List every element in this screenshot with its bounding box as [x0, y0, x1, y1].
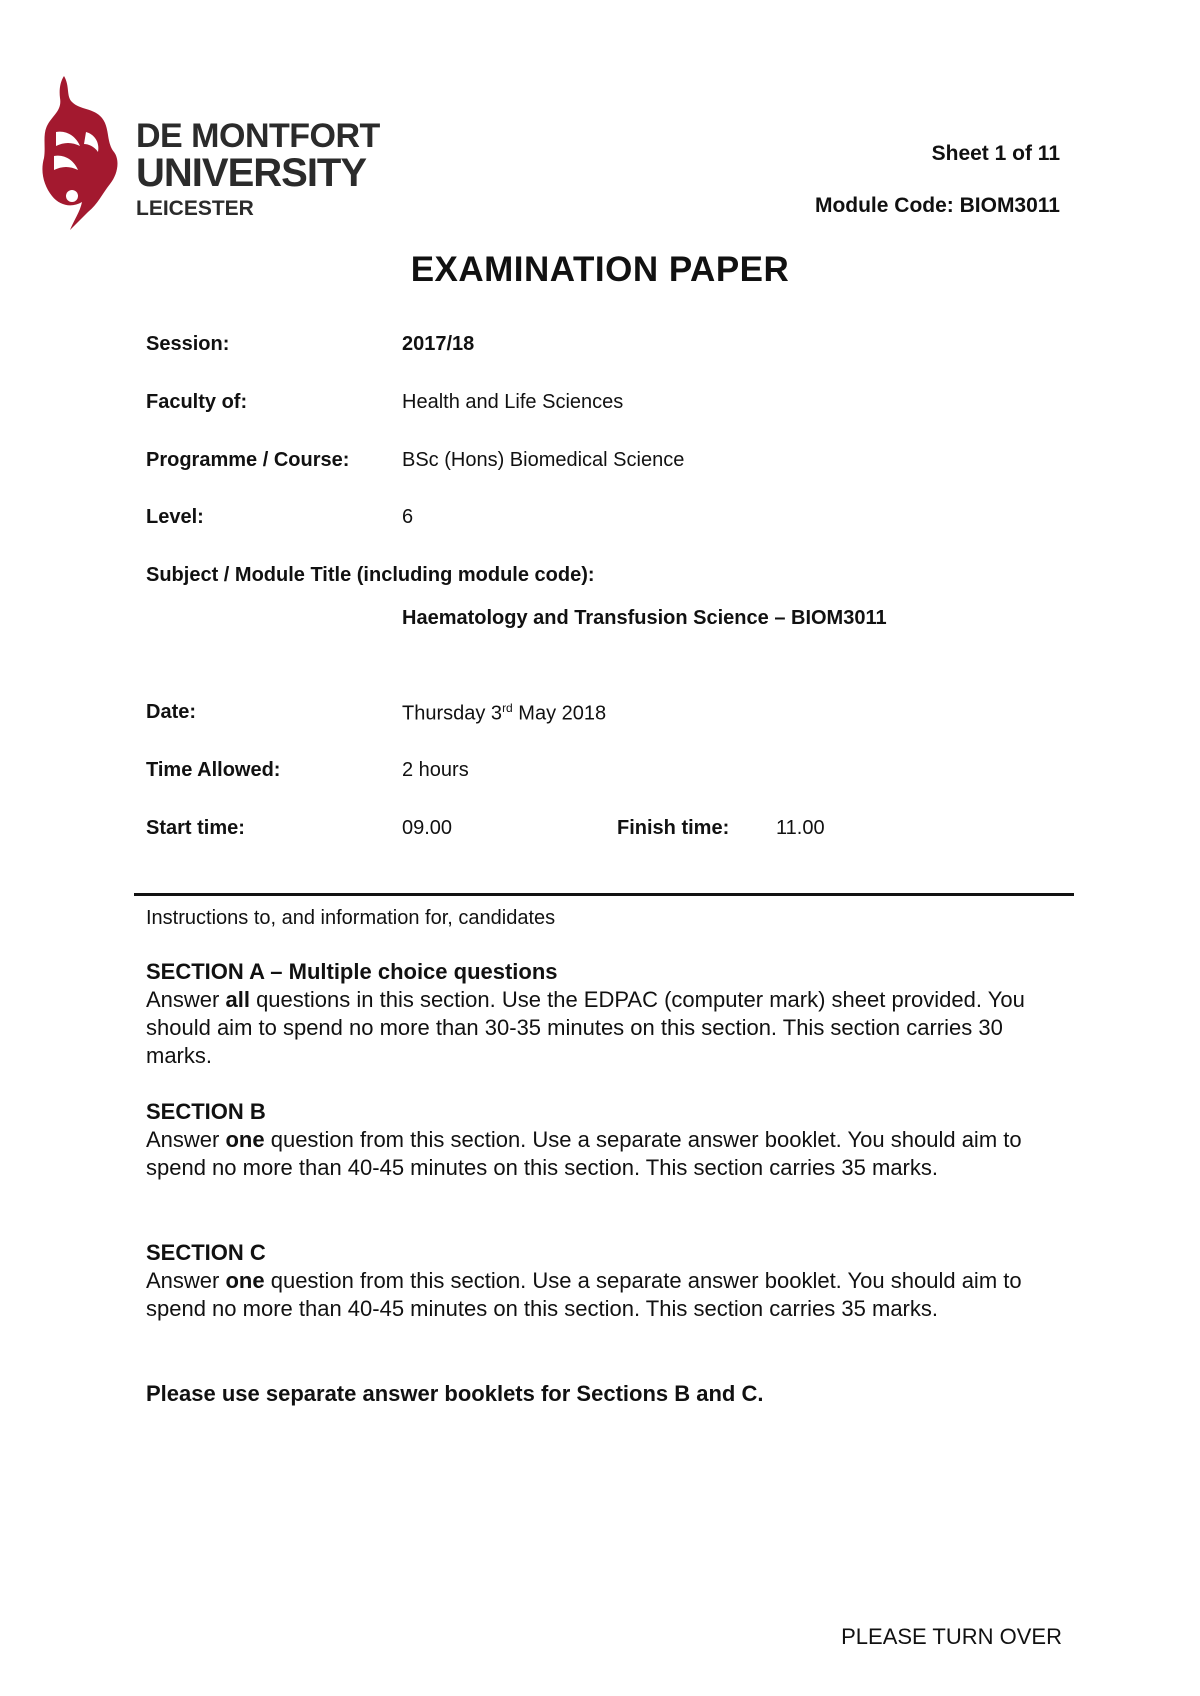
programme-label: Programme / Course: — [146, 449, 350, 471]
section-a-title: SECTION A – Multiple choice questions — [146, 959, 558, 984]
programme-value: BSc (Hons) Biomedical Science — [402, 449, 685, 471]
logo-line-3: LEICESTER — [136, 197, 254, 220]
faculty-label: Faculty of: — [146, 391, 248, 413]
section-b — [146, 1098, 1066, 1182]
module-code: Module Code: BIOM3011 — [814, 194, 1060, 217]
section-a — [146, 958, 1066, 1070]
section-b-text-pre: Answer — [146, 1127, 226, 1152]
university-logo — [36, 72, 396, 232]
section-a-text-pre: Answer — [146, 987, 226, 1012]
date-value-day: Thursday 3 — [402, 702, 503, 725]
section-c-text-pre: Answer — [146, 1268, 226, 1293]
page-title: EXAMINATION PAPER — [410, 250, 790, 289]
section-a-text — [146, 986, 1066, 1070]
subject-value: Haematology and Transfusion Science – BIOM3011 — [402, 607, 887, 629]
date-label: Date: — [146, 701, 197, 723]
date-value — [402, 701, 606, 726]
final-note: Please use separate answer booklets for Sections B and C. — [146, 1381, 764, 1406]
logo-line-2: UNIVERSITY — [136, 151, 367, 195]
start-time-label: Start time: — [146, 817, 245, 839]
date-value-ordinal: rd — [502, 701, 513, 715]
time-allowed-value: 2 hours — [402, 759, 469, 781]
start-time-value: 09.00 — [402, 817, 453, 839]
date-value-month-year: May 2018 — [512, 702, 607, 725]
section-b-text-post: question from this section. Use a separate answer booklet. You should aim to spend no more than 40-45 minutes on this section. This section carries 35 marks. — [146, 1127, 1022, 1180]
section-a-text-post: questions in this section. Use the EDPAC (computer mark) sheet provided. You should aim to spend no more than 30-35 minutes on this section. This section carries 30 marks. — [146, 987, 1025, 1068]
please-turn-over: PLEASE TURN OVER — [841, 1624, 1062, 1649]
section-c-text — [146, 1267, 1066, 1323]
logo-line-1: DE MONTFORT — [136, 117, 380, 155]
sheet-number: Sheet 1 of 11 — [931, 142, 1060, 165]
section-c — [146, 1239, 1066, 1323]
finish-time-label: Finish time: — [617, 817, 730, 839]
session-value: 2017/18 — [402, 333, 475, 355]
griffin-crest-icon — [36, 72, 136, 232]
section-c-title: SECTION C — [146, 1240, 266, 1265]
time-allowed-label: Time Allowed: — [146, 759, 281, 781]
faculty-value: Health and Life Sciences — [402, 391, 624, 413]
section-b-text — [146, 1126, 1066, 1182]
divider-rule — [134, 893, 1074, 896]
section-c-text-post: question from this section. Use a separate answer booklet. You should aim to spend no more than 40-45 minutes on this section. This section carries 35 marks. — [146, 1268, 1022, 1321]
level-label: Level: — [146, 506, 204, 528]
section-b-text-emph: one — [225, 1127, 265, 1152]
subject-label: Subject / Module Title (including module code): — [146, 564, 595, 586]
section-b-title: SECTION B — [146, 1099, 266, 1124]
instructions-heading: Instructions to, and information for, candidates — [146, 907, 556, 929]
section-a-text-emph: all — [225, 987, 250, 1012]
session-label: Session: — [146, 333, 230, 355]
level-value: 6 — [402, 506, 414, 528]
finish-time-value: 11.00 — [776, 817, 825, 839]
section-c-text-emph: one — [225, 1268, 265, 1293]
